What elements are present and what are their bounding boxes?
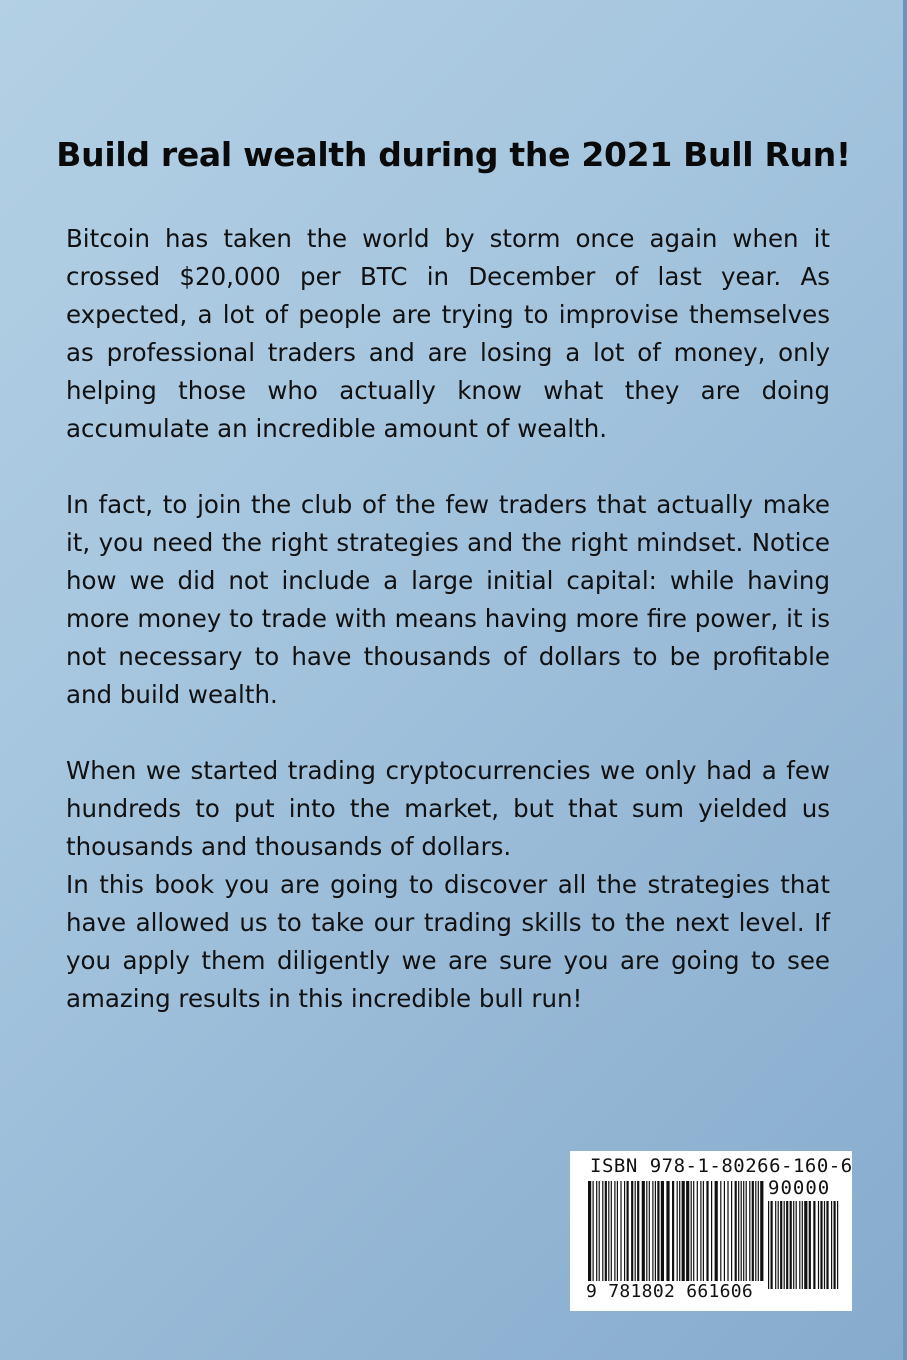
ean-digits: 9 781802 661606 <box>586 1281 754 1302</box>
blurb-paragraph-2: In fact, to join the club of the few traders that actually make it, you need the right strategies and the right mindset. Notice how we did not include a large initial capital: while having more money to trade with means having more fire power, it is not necessary to have thousands of dollars to be profitable and build wealth. <box>66 490 830 709</box>
blurb-paragraph-4: In this book you are going to discover all the strategies that have allowed us to take our trading skills to the next level. If you apply them diligently we are sure you are going to see amazing results in this incredible bull run! <box>66 870 830 1013</box>
addon-barcode-icon <box>768 1201 840 1289</box>
cover-headline: Build real wealth during the 2021 Bull Run! <box>56 135 851 174</box>
isbn-barcode-box <box>570 1151 852 1311</box>
price-addon-label: 90000 <box>768 1177 831 1199</box>
cover-edge <box>903 0 907 1360</box>
ean-barcode-icon <box>588 1181 764 1281</box>
blurb-paragraph-3: When we started trading cryptocurrencies we only had a few hundreds to put into the market, but that sum yielded us thousands and thousands of dollars. <box>66 756 830 861</box>
blurb-paragraph-1: Bitcoin has taken the world by storm once again when it crossed $20,000 per BTC in December of last year. As expected, a lot of people are trying to improvise themselves as professional traders and are losing a lot of money, only helping those who actually know what they are doing accumulate an incredible amount of wealth. <box>66 224 830 443</box>
isbn-label: ISBN 978-1-80266-160-6 <box>590 1155 853 1177</box>
